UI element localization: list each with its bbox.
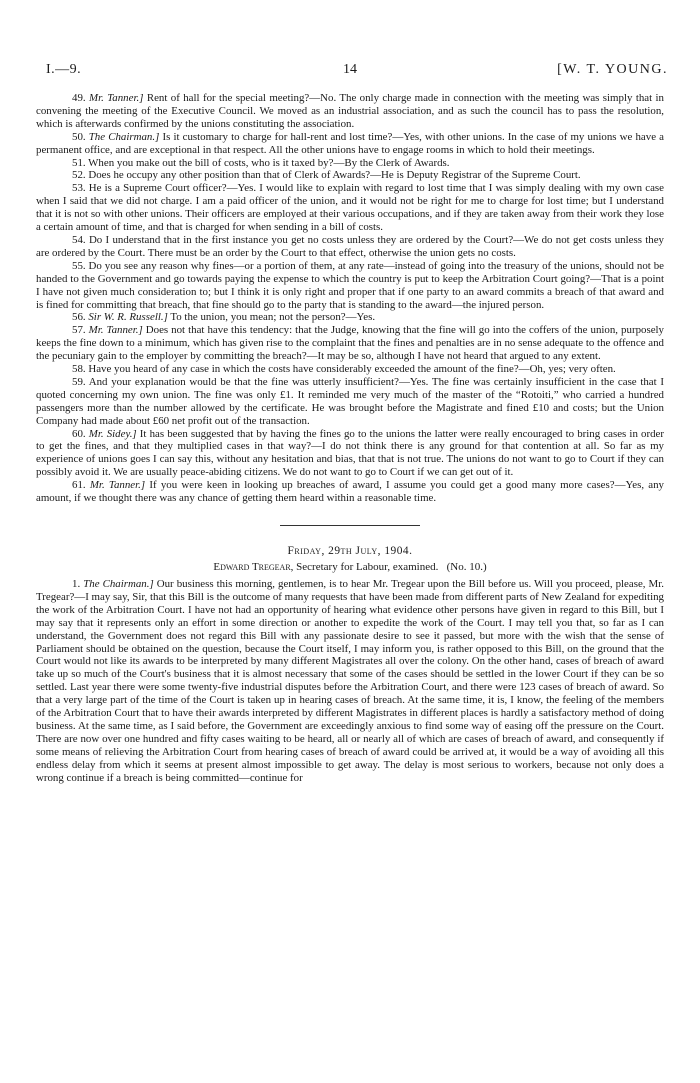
witness-role: , Secretary for Labour, examined.	[290, 561, 439, 573]
question-number: 1.	[72, 578, 81, 590]
question-number: 55.	[72, 259, 86, 272]
question-number: 58.	[72, 363, 86, 376]
question-paragraph	[36, 260, 664, 312]
question-number: 53.	[72, 182, 86, 195]
question-text: Do I understand that in the first instance you get no costs unless they are ordered by the Court?—We do not get costs unless they are ordered by the Court. There must be an order by the Court to that effect, otherwise the union gets no costs.	[36, 233, 664, 259]
question-number: 60.	[72, 427, 86, 440]
paper-reference: I.—9.	[46, 62, 82, 77]
evidence-body-tregear	[36, 578, 664, 785]
question-text: And your explanation would be that the fine was utterly insufficient?—Yes. The fine was certainly insufficient in the case that I quoted concerning my own union. The fine was only £1. It reminded me very much of the master of the “Rotoiti,” who carried a hundred passengers more than the number allowed by the certificate. He was brought before the Magistrate and fined £10 and costs; but the Union Company had made about £60 net profit out of the transaction.	[36, 375, 664, 427]
witness-heading	[36, 560, 664, 574]
speaker: Mr. Tanner.]	[89, 479, 146, 492]
question-number: 51.	[72, 156, 86, 169]
question-paragraph	[36, 169, 664, 182]
question-text: He is a Supreme Court officer?—Yes. I would like to explain with regard to lost time that I was simply dealing with my own case when I said that we did not charge. I am a paid officer of the union, and it would not be right for me to charge for lost time; but I understand that it is not so with other unions. Their officers are employed at their various occupations, and if they are taken away from their work they lose a certain amount of time, and that is charged for when sending in a bill of costs.	[36, 182, 664, 234]
question-number: 50.	[72, 130, 86, 143]
question-number: 61.	[72, 479, 86, 492]
speaker: Mr. Tanner.]	[88, 324, 143, 337]
question-text: To the union, you mean; not the person?—Yes.	[167, 311, 376, 324]
question-paragraph	[36, 363, 664, 376]
question-paragraph	[36, 428, 664, 480]
speaker: The Chairman.]	[88, 130, 160, 143]
question-number: 54.	[72, 233, 86, 246]
question-number: 57.	[72, 324, 86, 337]
question-paragraph	[36, 578, 664, 785]
question-paragraph	[36, 182, 664, 234]
question-text: Have you heard of any case in which the costs have considerably exceeded the amount of the fine?—Oh, yes; very often.	[88, 363, 616, 376]
speaker: Sir W. R. Russell.]	[88, 311, 168, 324]
question-text: Is it customary to charge for hall-rent and lost time?—Yes, with other unions. In the case of my unions we have a permanent office, and are exceptional in that respect. All the other unions have to engage rooms in which to hold their meetings.	[36, 130, 664, 156]
question-paragraph	[36, 131, 664, 157]
question-text: If you were keen in looking up breaches of award, I assume you could get a good many more cases?—Yes, any amount, if we thought there was any chance of getting them heard within a reasonable time.	[36, 479, 665, 505]
question-paragraph	[36, 311, 664, 324]
question-text: When you make out the bill of costs, who is it taxed by?—By the Clerk of Awards.	[88, 156, 450, 169]
question-paragraph	[36, 157, 664, 170]
question-paragraph	[36, 376, 664, 428]
question-number: 59.	[72, 375, 86, 388]
question-paragraph	[36, 479, 664, 505]
speaker: The Chairman.]	[83, 578, 154, 590]
question-number: 56.	[72, 311, 86, 324]
witness-number: (No. 10.)	[446, 561, 487, 573]
question-text: Does not that have this tendency: that the Judge, knowing that the fine will go into the coffers of the union, purposely keeps the fine down to a minimum, which has given rise to the complaint that the fines and penalties are in no sense adequate to the offence and the pecuniary gain to the employer by committing the breach?—It may be so, although I have not heard that argued to any extent.	[36, 324, 665, 363]
question-text: Our business this morning, gentlemen, is to hear Mr. Tregear upon the Bill before us. Will you proceed, please, Mr. Tregear?—I may say, Sir, that this Bill is the outcome of many requests that have been made from different parts of New Zealand for expediting the work of the Arbitration Court. I have not had an opportunity of hearing what evidence other persons have given in regard to this Bill, but I may say that it represents only an effort in some direction or another to expedite the work of the Court. I may tell you that, so far as I can understand, the Government does not regard this Bill with any passionate desire to see it passed, but more with the wish that the sense of Parliament should be obtained on the question, because the Court itself, I may inform you, is rather opposed to this Bill, on the ground that the Court would not like its awards to be interpreted by many different Magistrates all over the colony. On the other hand, cases of breach of award take up so much of the Court's business that it is almost necessary that some of the cases should be settled in the lower Court if they can be so settled. Last year there were some twenty-five industrial disputes before the Arbitration Court, and there were 123 cases of breach of award. So that a very large part of the time of the Court is taken up in hearing cases of breach. At the same time, it is, I know, the feeling of the members of the Arbitration Court that to have their awards interpreted by different Magistrates in different places is hardly a satisfactory method of doing business. At the same time, as I said before, the Government are exceedingly anxious to find some way of easing off the pressure on the Court. There are now over one hundred and fifty cases waiting to be heard, all or nearly all of which are cases of breach of award, and consequently if some means of relieving the Arbitration Court from hearing cases of breach of award could be arrived at, it would be a way of avoiding all this endless delay from which it seems at present almost impossible to get away. The delay is most serious to workers, because not only does a wrong continue if a breach is being committed—continue for	[36, 578, 664, 784]
section-divider	[280, 525, 420, 526]
question-text: Do you see any reason why fines—or a portion of them, at any rate—instead of going into the treasury of the unions, should not be handed to the Government and go towards paying the expense to which the country is put to keep the Arbitration Court going?—That is a point I have not given much consideration to; but I think it is only right and proper that if one party to an award commits a breach of that award and is fined for committing that breach, that fine should go to the party that is standing to the award—the injured person.	[36, 259, 664, 311]
question-text: Rent of hall for the special meeting?—No. The only charge made in connection with the meeting was simply that in convening the meeting of the Executive Council. We moved as an industrial association, and as such the council has to pass the resolution, which is afterwards confirmed by the unions constituting the association.	[36, 92, 664, 130]
question-text: It has been suggested that by having the fines go to the unions the latter were really encouraged to bring cases in order to get the fines, and that they multiplied cases in that way?—I do not think there is any ground for that contention at all. So far as my experience of unions goes I can say this, without any hesitation and bias, that that is not true. The unions do not want to go to Court if they can possibly avoid it. We are usually peace-abiding citizens. We do not want to go to Court if we can get out of it.	[36, 427, 664, 479]
evidence-body	[36, 92, 664, 505]
question-paragraph	[36, 92, 664, 131]
question-number: 52.	[72, 169, 86, 182]
question-paragraph	[36, 234, 664, 260]
page-number: 14	[343, 62, 357, 77]
section-date: Friday, 29th July, 1904.	[287, 545, 413, 557]
witness-name: Edward Tregear	[213, 561, 291, 573]
speaker: Mr. Sidey.]	[88, 427, 137, 440]
witness-running-head: [W. T. YOUNG.	[557, 62, 668, 77]
question-paragraph	[36, 324, 664, 363]
question-number: 49.	[72, 92, 86, 104]
speaker: Mr. Tanner.]	[89, 92, 144, 104]
question-text: Does he occupy any other position than that of Clerk of Awards?—He is Deputy Registrar of the Supreme Court.	[88, 169, 581, 182]
page-header	[36, 62, 668, 82]
